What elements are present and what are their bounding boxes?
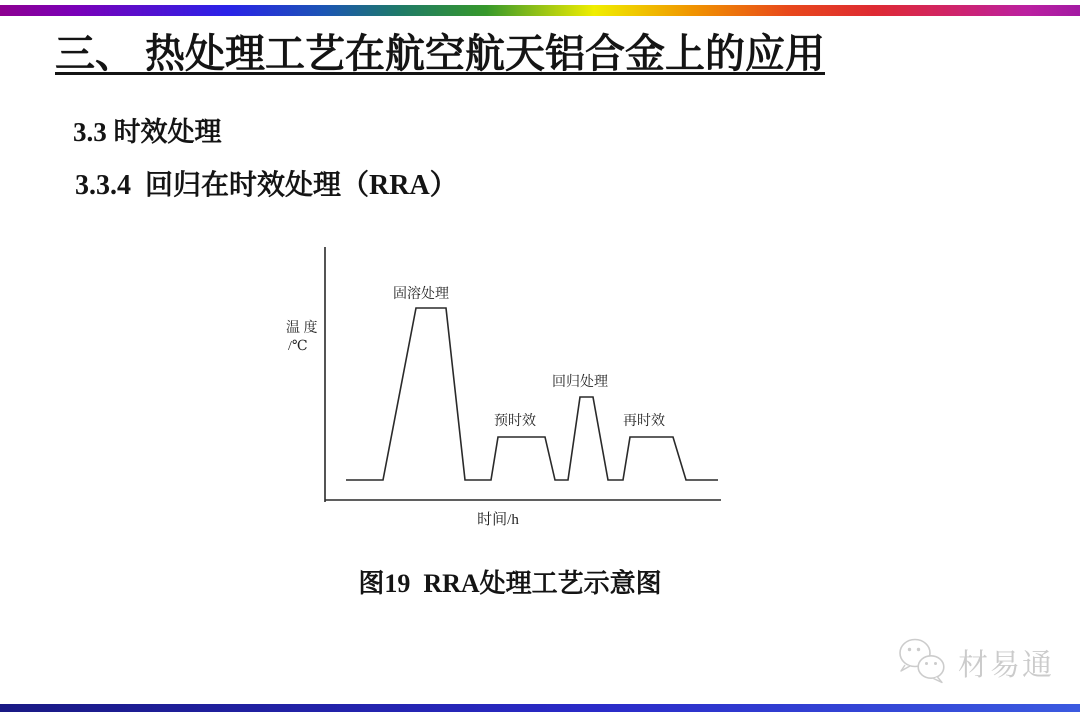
wechat-chat-bubbles-icon [895,636,951,688]
bottom-blue-bar [0,704,1080,712]
subsection-heading: 3.3.4 回归在时效处理（RRA） [75,170,458,201]
rainbow-divider-bar [0,5,1080,16]
section-heading: 3.3 时效处理 [73,117,222,147]
y-axis-label-line1: 温 度 [286,321,318,336]
stage-label-pre-aging: 预时效 [494,414,536,429]
stage-label-retrogression: 回归处理 [552,375,608,390]
watermark [895,636,1054,688]
temperature-time-curve [346,308,718,480]
y-axis-label-line2: /℃ [288,339,308,354]
stage-label-solution-treatment: 固溶处理 [393,287,449,302]
x-axis-label: 时间/h [477,512,519,528]
slide-title: 三、 热处理工艺在航空航天铝合金上的应用 [55,31,825,76]
stage-label-re-aging: 再时效 [623,414,665,429]
rra-process-diagram [278,240,738,532]
watermark-text: 材易通 [958,649,1054,682]
figure-caption: 图19 RRA处理工艺示意图 [358,569,662,598]
